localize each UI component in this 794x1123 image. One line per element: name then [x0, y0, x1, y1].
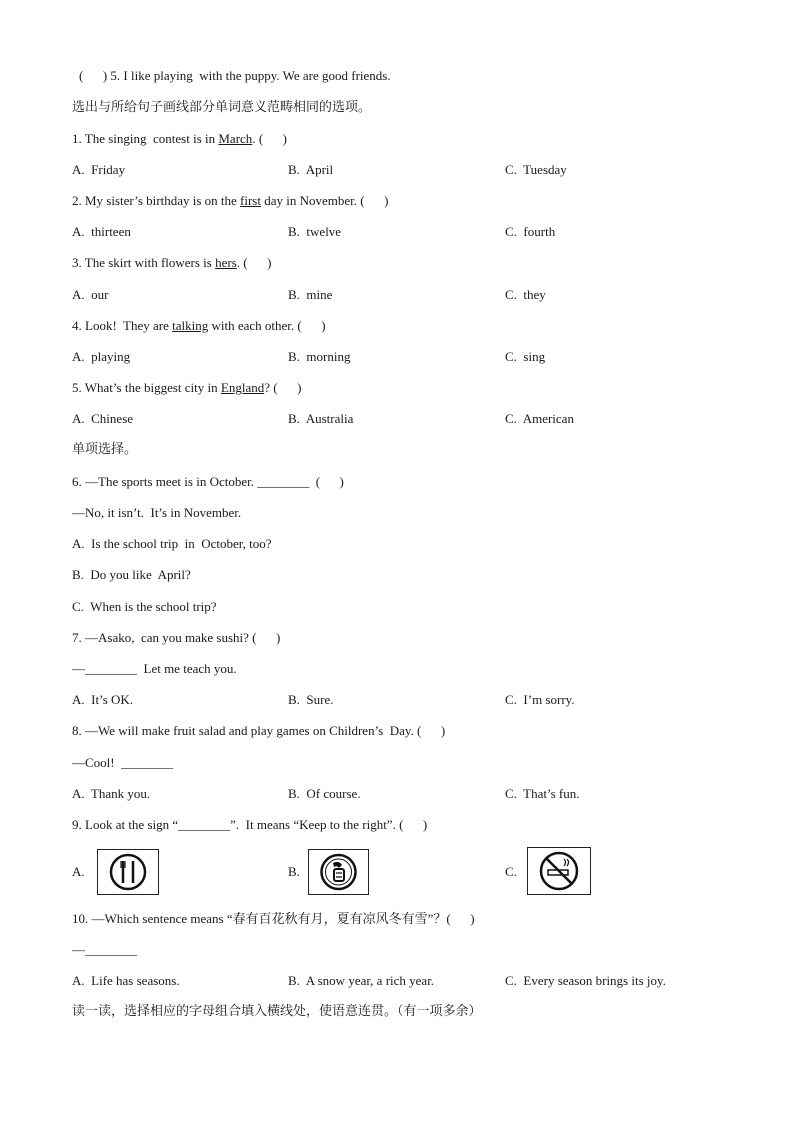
- question-9: 9. Look at the sign “________”. It means “Keep to the right”. ( ): [72, 817, 428, 832]
- question-8-reply: —Cool! ________: [72, 755, 174, 770]
- q9-option-b-label[interactable]: B.: [288, 864, 300, 879]
- q5-option-c[interactable]: C. American: [505, 411, 574, 426]
- q1-option-a[interactable]: A. Friday: [72, 162, 126, 177]
- q4-option-c[interactable]: C. sing: [505, 349, 546, 364]
- q1-option-c[interactable]: C. Tuesday: [505, 162, 567, 177]
- q1-option-b[interactable]: B. April: [288, 162, 334, 177]
- q9-option-a-label[interactable]: A.: [72, 864, 85, 879]
- question-8: 8. —We will make fruit salad and play games on Children’s Day. ( ): [72, 723, 446, 738]
- q2-option-c[interactable]: C. fourth: [505, 224, 556, 239]
- question-10-reply: —________: [72, 942, 137, 957]
- section-title-single-choice: 单项选择。: [72, 442, 138, 457]
- question-10: 10. —Which sentence means “春有百花秋有月，夏有凉风冬有雪”？( ): [72, 911, 475, 926]
- q3-option-c[interactable]: C. they: [505, 287, 546, 302]
- question-5-previous: ( ) 5. I like playing with the puppy. We are good friends.: [79, 68, 391, 83]
- q10-option-c[interactable]: C. Every season brings its joy.: [505, 973, 666, 988]
- question-6: 6. —The sports meet is in October. ________ ( ): [72, 474, 344, 489]
- q6-option-b[interactable]: B. Do you like April?: [72, 567, 191, 582]
- q4-option-b[interactable]: B. morning: [288, 349, 351, 364]
- question-6-reply: —No, it isn’t. It’s in November.: [72, 505, 242, 520]
- question-2: 2. My sister’s birthday is on the first day in November. ( ): [72, 193, 389, 208]
- recycling-sign-icon[interactable]: [308, 849, 369, 895]
- q2-option-a[interactable]: A. thirteen: [72, 224, 131, 239]
- q6-option-c[interactable]: C. When is the school trip?: [72, 599, 217, 614]
- q5-option-a[interactable]: A. Chinese: [72, 411, 134, 426]
- q7-option-a[interactable]: A. It’s OK.: [72, 692, 134, 707]
- q8-option-b[interactable]: B. Of course.: [288, 786, 361, 801]
- question-7-reply: —________ Let me teach you.: [72, 661, 237, 676]
- question-3: 3. The skirt with flowers is hers. ( ): [72, 255, 272, 270]
- q10-option-b[interactable]: B. A snow year, a rich year.: [288, 973, 435, 988]
- no-smoking-sign-icon[interactable]: [527, 847, 591, 895]
- question-1: 1. The singing contest is in March. ( ): [72, 131, 287, 146]
- q7-option-c[interactable]: C. I’m sorry.: [505, 692, 575, 707]
- question-4: 4. Look! They are talking with each other. ( ): [72, 318, 326, 333]
- q2-option-b[interactable]: B. twelve: [288, 224, 342, 239]
- q3-option-a[interactable]: A. our: [72, 287, 109, 302]
- section-title-vocabulary: 选出与所给句子画线部分单词意义范畴相同的选项。: [72, 100, 372, 115]
- keep-right-sign-icon[interactable]: [97, 849, 159, 895]
- q8-option-a[interactable]: A. Thank you.: [72, 786, 151, 801]
- q9-option-c-label[interactable]: C.: [505, 864, 517, 879]
- q3-option-b[interactable]: B. mine: [288, 287, 333, 302]
- q8-option-c[interactable]: C. That’s fun.: [505, 786, 580, 801]
- q4-option-a[interactable]: A. playing: [72, 349, 131, 364]
- q5-option-b[interactable]: B. Australia: [288, 411, 354, 426]
- question-5: 5. What’s the biggest city in England? ( ): [72, 380, 302, 395]
- q7-option-b[interactable]: B. Sure.: [288, 692, 334, 707]
- section-title-reading: 读一读，选择相应的字母组合填入横线处，使语意连贯。（有一项多余）: [72, 1004, 482, 1019]
- question-7: 7. —Asako, can you make sushi? ( ): [72, 630, 281, 645]
- q6-option-a[interactable]: A. Is the school trip in October, too?: [72, 536, 272, 551]
- q10-option-a[interactable]: A. Life has seasons.: [72, 973, 180, 988]
